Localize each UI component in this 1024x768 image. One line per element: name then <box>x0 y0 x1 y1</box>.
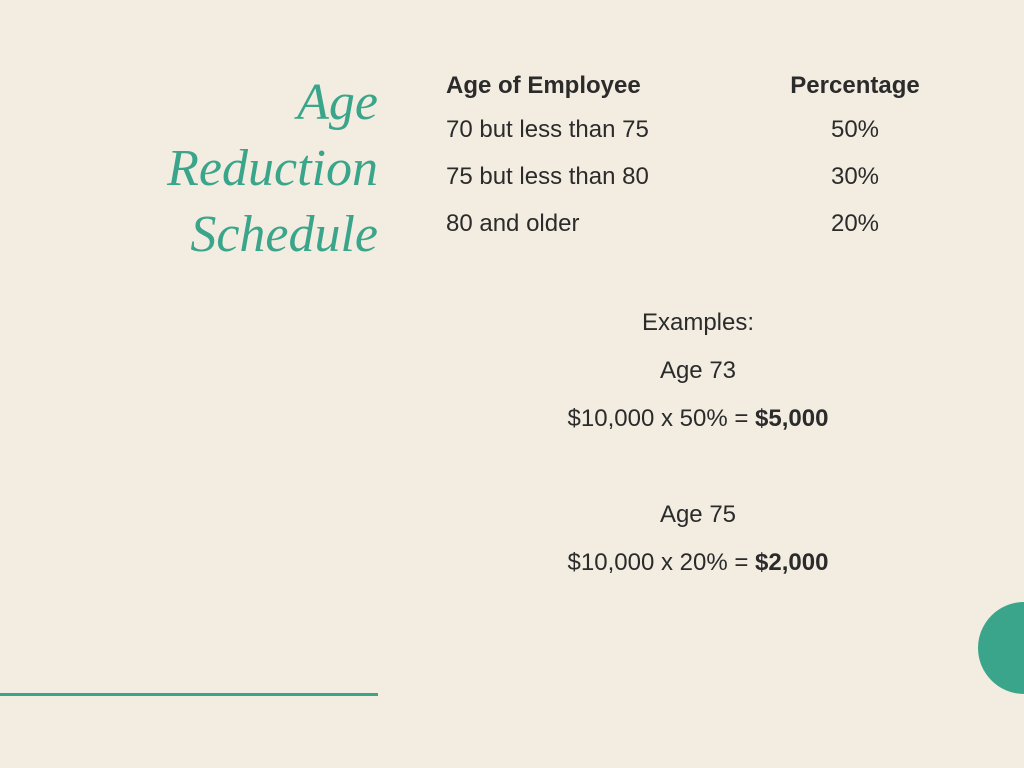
examples-block <box>548 306 848 594</box>
example-1-result: $5,000 <box>755 405 829 432</box>
example-1-calculation <box>548 402 848 450</box>
age-reduction-table <box>446 72 946 257</box>
example-2-calculation <box>548 546 848 594</box>
spacer <box>548 450 848 498</box>
age-range-cell: 75 but less than 80 <box>446 163 649 190</box>
example-2-formula: $10,000 x 20% = <box>567 549 756 576</box>
examples-label: Examples: <box>641 309 755 336</box>
table-row: 75 but less than 80 30% <box>446 163 880 190</box>
title-line-3: Schedule <box>190 206 378 263</box>
accent-divider <box>0 693 378 696</box>
slide-title <box>167 70 378 268</box>
title-line-2: Reduction <box>167 140 378 197</box>
header-age-of-employee: Age of Employee <box>446 72 641 99</box>
age-range-cell: 70 but less than 75 <box>446 116 649 143</box>
decorative-circle <box>978 602 1024 694</box>
example-2-result: $2,000 <box>755 549 829 576</box>
example-1-age: Age 73 <box>659 357 737 384</box>
title-line-1: Age <box>297 74 378 131</box>
age-range-cell: 80 and older <box>446 210 580 237</box>
example-2-age: Age 75 <box>659 501 737 528</box>
table-row: 70 but less than 75 50% <box>446 116 880 143</box>
table-row: 80 and older 20% <box>446 210 880 237</box>
example-1-formula: $10,000 x 50% = <box>567 405 756 432</box>
table-header-row: Age of Employee Percentage <box>446 72 920 99</box>
